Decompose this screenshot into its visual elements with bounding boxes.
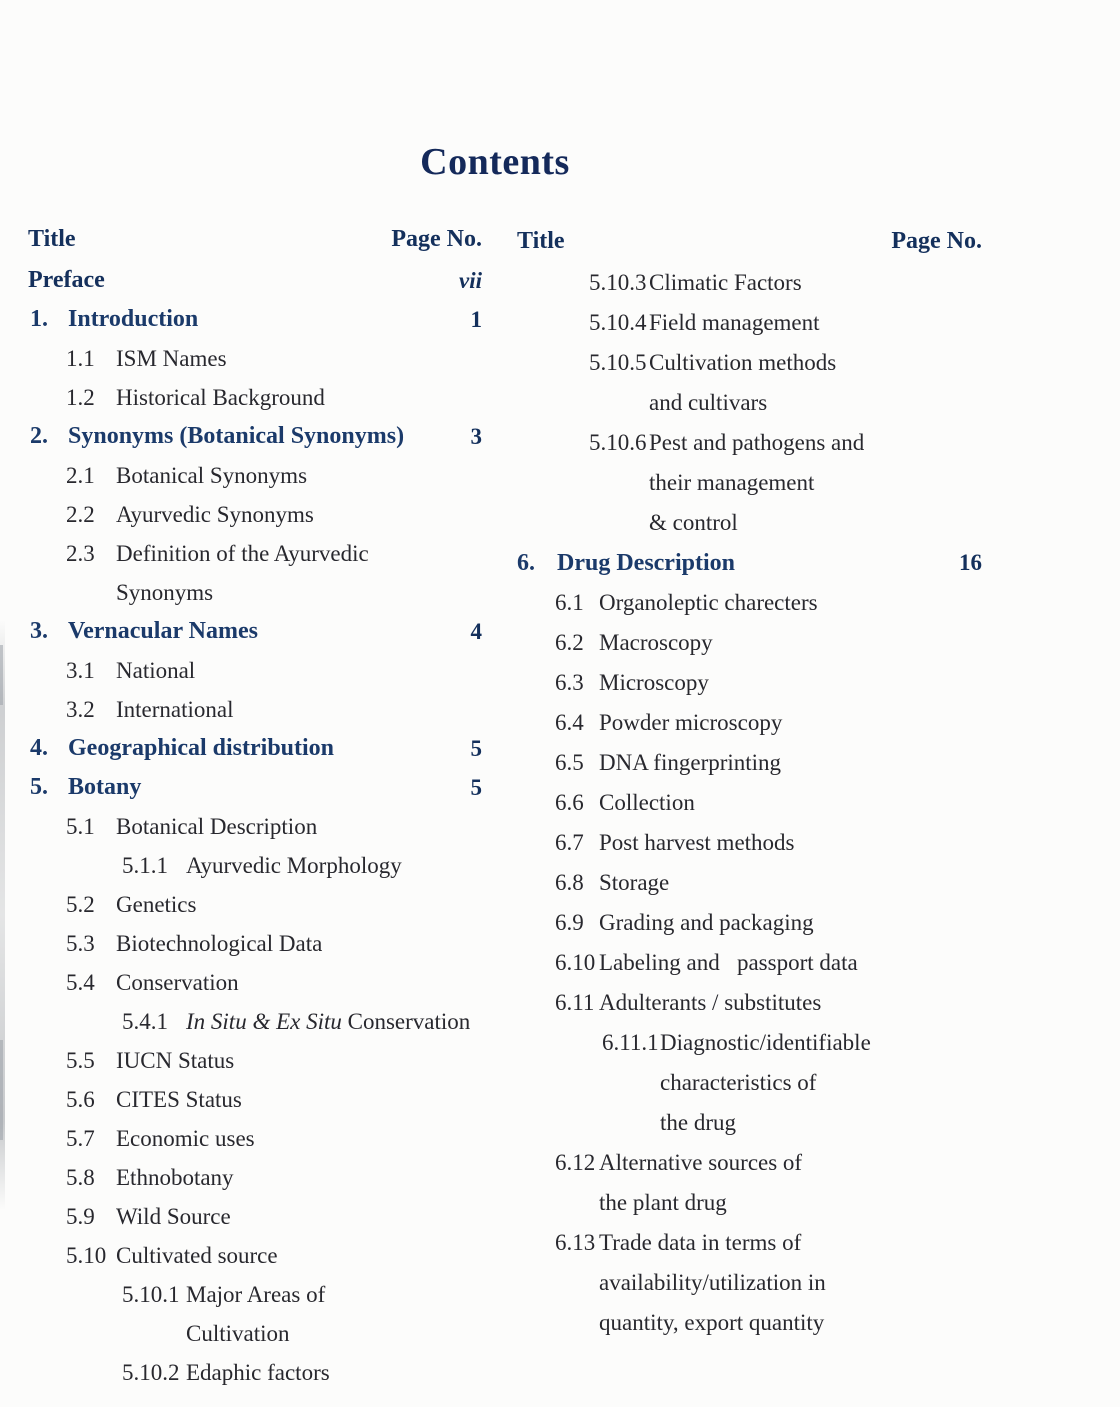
entry-label: Macroscopy [599, 630, 713, 655]
header-pageno-label: Page No. [391, 226, 482, 252]
entry-number: 1.1 [66, 346, 95, 371]
entry-page-number: 3 [470, 424, 482, 449]
entry-page-number: 5 [470, 736, 482, 761]
toc-entry [517, 1223, 982, 1343]
entry-number: 5.4 [66, 970, 95, 995]
entry-number: 6.13 [555, 1230, 596, 1255]
entry-label: Drug Description [557, 550, 735, 576]
entry-label: Ethnobotany [116, 1165, 234, 1190]
entry-number: 5.10.2 [122, 1360, 180, 1385]
entry-number: 6.1 [555, 590, 584, 615]
entry-number: 6.8 [555, 870, 584, 895]
entry-label: International [116, 697, 234, 722]
entry-label: Major Areas of Cultivation [186, 1282, 326, 1346]
entry-label: Diagnostic/identifiable characteristics of the drug [660, 1030, 871, 1135]
entry-label: Field management [649, 310, 820, 335]
entry-label: Edaphic factors [186, 1360, 330, 1385]
toc-entry [28, 1041, 482, 1080]
entry-number: 3.2 [66, 697, 95, 722]
entry-label: Preface [28, 267, 105, 293]
entry-label: Adulterants / substitutes [599, 990, 822, 1015]
entry-label: National [116, 658, 196, 683]
entry-number: 5.1.1 [122, 853, 168, 878]
entry-number: 2.3 [66, 541, 95, 566]
toc-entry [28, 261, 482, 300]
entry-label: Vernacular Names [68, 618, 258, 644]
entry-number: 5.9 [66, 1204, 95, 1229]
entry-label: Post harvest methods [599, 830, 795, 855]
entry-number: 5.2 [66, 892, 95, 917]
toc-entry [28, 1002, 482, 1041]
toc-entry [28, 885, 482, 924]
toc-entry [28, 1080, 482, 1119]
entry-number: 6.10 [555, 950, 596, 975]
left-column [28, 220, 482, 1392]
entry-label: Grading and packaging [599, 910, 814, 935]
toc-entry [28, 651, 482, 690]
entry-number: 5.5 [66, 1048, 95, 1073]
toc-entry [28, 456, 482, 495]
toc-entry [28, 378, 482, 417]
entry-number: 5.3 [66, 931, 95, 956]
entry-label: Storage [599, 870, 670, 895]
entry-number: 2.1 [66, 463, 95, 488]
entry-label: Collection [599, 790, 695, 815]
entry-label: Labeling and passport data [599, 950, 858, 975]
entry-page-number: 1 [470, 307, 482, 332]
header-title-label: Title [517, 228, 565, 254]
entry-label: Microscopy [599, 670, 709, 695]
toc-entry [517, 1023, 982, 1143]
entry-label: Ayurvedic Synonyms [116, 502, 314, 527]
entry-page-number: 4 [470, 619, 482, 644]
entry-label: Botanical Synonyms [116, 463, 308, 488]
toc-entry [28, 1353, 482, 1392]
entry-label: Biotechnological Data [116, 931, 323, 956]
entry-number: 6.12 [555, 1150, 596, 1175]
entry-label: Alternative sources of the plant drug [599, 1150, 803, 1215]
entry-number: 4. [30, 735, 48, 761]
entry-label: In Situ & Ex Situ Conservation [186, 1009, 471, 1034]
toc-entry [517, 543, 982, 583]
entry-label: Trade data in terms of availability/utilization in quantity, export quantity [599, 1230, 826, 1335]
entry-number: 5.4.1 [122, 1009, 168, 1034]
entry-number: 3. [30, 618, 48, 644]
entry-number: 6.5 [555, 750, 584, 775]
toc-entry [517, 703, 982, 743]
entry-page-number: 5 [470, 775, 482, 800]
entry-number: 5.10.5 [589, 350, 647, 375]
entry-label: Botany [68, 774, 142, 800]
entry-number: 5.7 [66, 1126, 95, 1151]
toc-entry [517, 743, 982, 783]
entry-label: Organoleptic charecters [599, 590, 818, 615]
toc-entry [517, 1143, 982, 1223]
entry-label: CITES Status [116, 1087, 242, 1112]
toc-entry [28, 846, 482, 885]
entry-label: Economic uses [116, 1126, 255, 1151]
toc-entry [517, 983, 982, 1023]
entry-number: 5.6 [66, 1087, 95, 1112]
entry-number: 6.11.1 [602, 1030, 659, 1055]
entry-label: ISM Names [116, 346, 227, 371]
entry-number: 5. [30, 774, 48, 800]
entry-label: Cultivated source [116, 1243, 278, 1268]
entry-label: Wild Source [116, 1204, 231, 1229]
entry-number: 6.6 [555, 790, 584, 815]
entry-label: Powder microscopy [599, 710, 783, 735]
toc-entry [517, 423, 982, 543]
entry-page-number: vii [459, 268, 482, 293]
scan-artifact [0, 1040, 3, 1140]
toc-entry [28, 612, 482, 651]
entry-number: 1.2 [66, 385, 95, 410]
entry-label: Introduction [68, 306, 199, 332]
toc-entry [517, 783, 982, 823]
toc-entry [28, 1236, 482, 1275]
toc-entry [28, 534, 482, 612]
entry-number: 6.2 [555, 630, 584, 655]
toc-entry [517, 663, 982, 703]
entry-page-number: 16 [959, 550, 982, 575]
entry-number: 6.9 [555, 910, 584, 935]
toc-entry [28, 339, 482, 378]
entry-number: 5.8 [66, 1165, 95, 1190]
entry-label: IUCN Status [116, 1048, 235, 1073]
header-title-label: Title [28, 226, 76, 252]
entry-label: DNA fingerprinting [599, 750, 782, 775]
toc-entry [517, 303, 982, 343]
toc-entry [517, 623, 982, 663]
entry-number: 5.10.1 [122, 1282, 180, 1307]
entry-label: Geographical distribution [68, 735, 335, 761]
entry-number: 5.10.6 [589, 430, 647, 455]
toc-entry [517, 863, 982, 903]
toc-entry [28, 729, 482, 768]
header-pageno-label: Page No. [891, 228, 982, 254]
entry-number: 6.3 [555, 670, 584, 695]
toc-entry [28, 924, 482, 963]
entry-number: 2. [30, 423, 48, 449]
toc-entry [28, 807, 482, 846]
toc-entry [28, 963, 482, 1002]
entry-label: Botanical Description [116, 814, 318, 839]
entry-number: 5.10.4 [589, 310, 647, 335]
toc-entry [517, 903, 982, 943]
right-column [517, 222, 982, 1343]
entry-number: 2.2 [66, 502, 95, 527]
toc-entry [28, 300, 482, 339]
toc-entry [517, 823, 982, 863]
toc-entry [517, 343, 982, 423]
scan-artifact [0, 645, 3, 705]
entry-label: Ayurvedic Morphology [186, 853, 402, 878]
toc-entry [28, 417, 482, 456]
column-header [517, 222, 982, 261]
toc-entry [517, 583, 982, 623]
toc-entry [28, 1119, 482, 1158]
entry-number: 6.11 [555, 990, 595, 1015]
page-title: Contents [420, 141, 570, 183]
entry-label: Conservation [116, 970, 239, 995]
entry-number: 5.10.3 [589, 270, 647, 295]
toc-entry [517, 263, 982, 303]
entry-number: 6.7 [555, 830, 584, 855]
toc-entries-right [517, 263, 982, 1343]
entry-number: 1. [30, 306, 48, 332]
entry-label: Historical Background [116, 385, 325, 410]
toc-entry [28, 495, 482, 534]
entry-number: 6.4 [555, 710, 584, 735]
toc-entry [28, 768, 482, 807]
toc-entries-left [28, 261, 482, 1392]
toc-entry [28, 690, 482, 729]
column-header [28, 220, 482, 259]
entry-label: Definition of the Ayurvedic Synonyms [116, 541, 369, 605]
toc-entry [28, 1197, 482, 1236]
toc-entry [28, 1158, 482, 1197]
entry-label: Synonyms (Botanical Synonyms) [68, 423, 405, 449]
entry-label: Genetics [116, 892, 197, 917]
toc-entry [28, 1275, 482, 1353]
entry-number: 6. [517, 550, 535, 576]
entry-label: Cultivation methods and cultivars [649, 350, 837, 415]
entry-number: 5.10 [66, 1243, 107, 1268]
entry-number: 3.1 [66, 658, 95, 683]
entry-number: 5.1 [66, 814, 95, 839]
toc-entry [517, 943, 982, 983]
entry-label: Climatic Factors [649, 270, 802, 295]
entry-label: Pest and pathogens and their management & control [649, 430, 865, 535]
